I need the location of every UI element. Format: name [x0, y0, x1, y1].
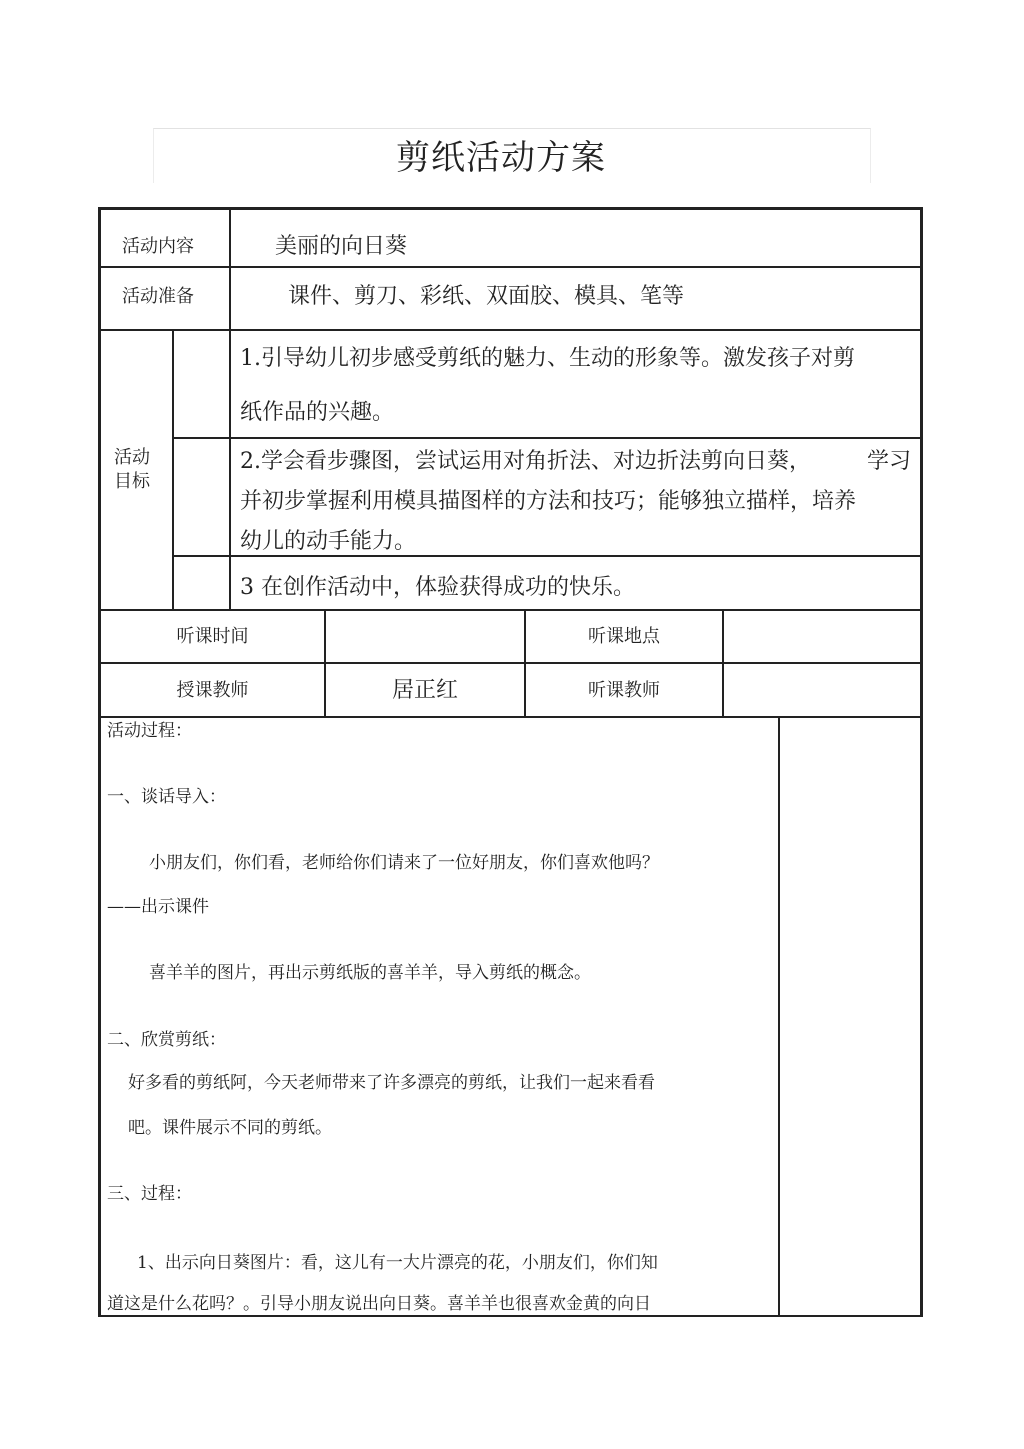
activity-goals-label-2: 目标	[114, 471, 150, 492]
section-1-paragraph-2: ——出示课件	[107, 897, 209, 917]
section-3-paragraph-line-2: 道这是什么花吗？。引导小朋友说出向日葵。喜羊羊也很喜欢金黄的向日	[107, 1294, 651, 1314]
section-2-title: 二、欣赏剪纸：	[107, 1030, 226, 1050]
section-1-title: 一、谈话导入：	[107, 787, 226, 807]
activity-content-value: 美丽的向日葵	[275, 234, 408, 259]
listen-place-label: 听课地点	[588, 626, 660, 647]
listen-time-label: 听课时间	[176, 626, 249, 647]
section-2-paragraph-line-1: 好多看的剪纸阿，今天老师带来了许多漂亮的剪纸，让我们一起来看看	[128, 1073, 655, 1093]
section-1-paragraph-3: 喜羊羊的图片，再出示剪纸版的喜羊羊，导入剪纸的概念。	[149, 963, 591, 983]
goal-1-line-1: 1.引导幼儿初步感受剪纸的魅力、生动的形象等。激发孩子对剪	[240, 346, 855, 371]
goal-2-line-1-end: 学习	[867, 449, 912, 474]
goal-3: 3 在创作活动中，体验获得成功的快乐。	[240, 575, 635, 600]
page-title: 剪纸活动方案	[396, 138, 606, 178]
goal-2-line-1: 2.学会看步骤图，尝试运用对角折法、对边折法剪向日葵，	[240, 449, 811, 474]
teacher-value: 居正红	[391, 678, 458, 703]
activity-goals-label-1: 活动	[114, 447, 150, 468]
section-3-paragraph-line-1: 1、出示向日葵图片：看，这儿有一大片漂亮的花，小朋友们，你们知	[137, 1253, 658, 1273]
goal-1-line-2: 纸作品的兴趣。	[240, 400, 395, 425]
goal-2-line-2: 并初步掌握利用模具描图样的方法和技巧；能够独立描样，培养	[240, 489, 857, 514]
activity-content-label: 活动内容	[122, 236, 194, 257]
section-3-title: 三、过程：	[107, 1184, 192, 1204]
process-heading: 活动过程：	[107, 721, 192, 741]
activity-prep-label: 活动准备	[122, 286, 194, 307]
section-1-paragraph-1: 小朋友们，你们看，老师给你们请来了一位好朋友，你们喜欢他吗？	[149, 853, 659, 873]
activity-prep-value: 课件、剪刀、彩纸、双面胶、模具、笔等	[288, 284, 685, 309]
goal-2-line-3: 幼儿的动手能力。	[240, 529, 417, 554]
listener-label: 听课教师	[588, 680, 660, 701]
teacher-label: 授课教师	[176, 680, 249, 701]
section-2-paragraph-line-2: 吧。课件展示不同的剪纸。	[128, 1118, 332, 1138]
